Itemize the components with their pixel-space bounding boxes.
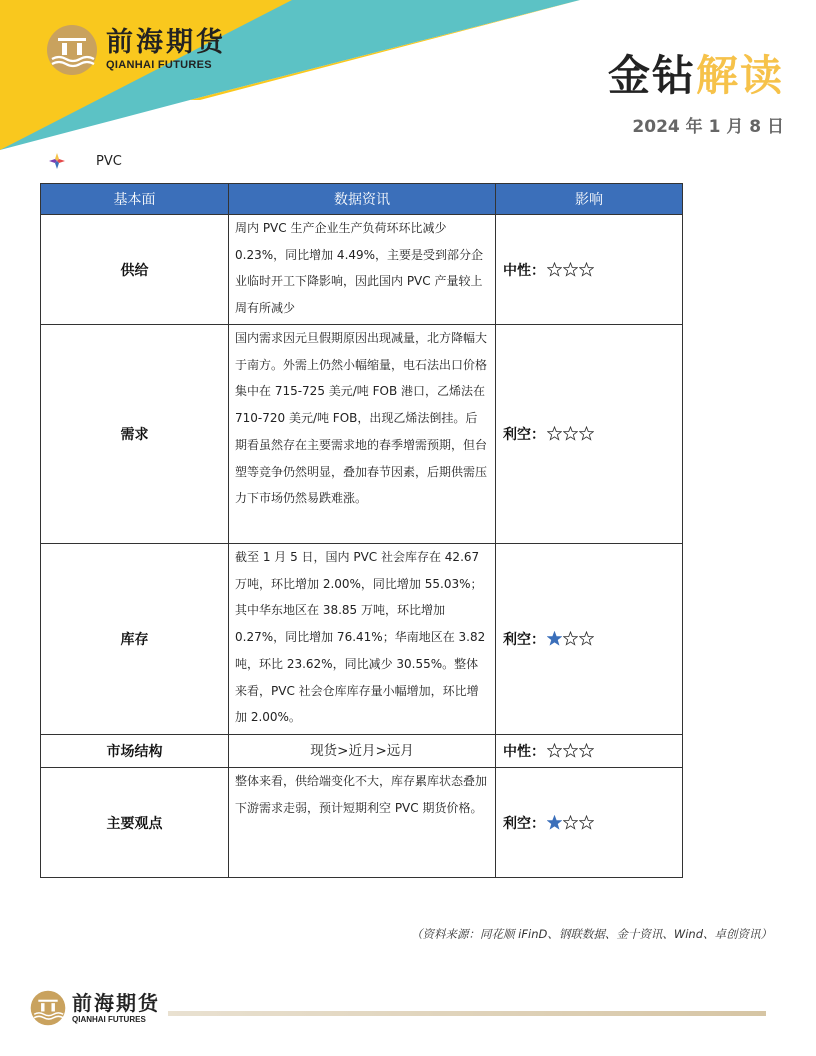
factor-cell: 供给 bbox=[41, 215, 229, 325]
impact-cell bbox=[496, 735, 683, 768]
table-row-main-view bbox=[41, 768, 683, 878]
fundamentals-table bbox=[40, 183, 683, 878]
star-filled-icon bbox=[547, 631, 562, 646]
star-outline-icon bbox=[579, 743, 594, 758]
impact-stars bbox=[547, 743, 595, 758]
star-outline-icon bbox=[563, 631, 578, 646]
table-row-inventory bbox=[41, 544, 683, 735]
star-outline-icon bbox=[563, 815, 578, 830]
impact-cell bbox=[496, 544, 683, 735]
report-date: 2024 年 1 月 8 日 bbox=[632, 117, 784, 137]
table-row-supply bbox=[41, 215, 683, 325]
impact-label: 利空： bbox=[503, 427, 545, 443]
info-cell: 周内 PVC 生产企业生产负荷环环比减少 0.23%，同比增加 4.49%，主要是受到部分企业临时开工下降影响，因此国内 PVC 产量较上周有所减少 bbox=[229, 215, 496, 325]
table-row-demand bbox=[41, 325, 683, 544]
star-outline-icon bbox=[563, 426, 578, 441]
impact-stars bbox=[547, 815, 595, 830]
table-row-market-structure bbox=[41, 735, 683, 768]
footer-divider bbox=[168, 1011, 766, 1016]
brand-logo bbox=[46, 24, 226, 76]
footer-brand-name-en: QIANHAI FUTURES bbox=[72, 1014, 146, 1024]
impact-label: 中性： bbox=[503, 262, 545, 279]
section-label: PVC bbox=[96, 153, 122, 169]
star-outline-icon bbox=[547, 262, 562, 277]
impact-stars bbox=[547, 426, 595, 441]
star-outline-icon bbox=[579, 262, 594, 277]
impact-label: 中性： bbox=[503, 744, 545, 760]
impact-label: 利空： bbox=[503, 632, 545, 648]
impact-cell bbox=[496, 215, 683, 325]
impact-label: 利空： bbox=[503, 815, 545, 832]
footer-brand-name-cn: 前海期货 bbox=[72, 990, 160, 1015]
star-filled-icon bbox=[547, 815, 562, 830]
info-cell: 整体来看，供给端变化不大，库存累库状态叠加下游需求走弱，预计短期利空 PVC 期货价格。 bbox=[229, 768, 496, 878]
header-impact: 影响 bbox=[496, 184, 683, 215]
brand-name-en: QIANHAI FUTURES bbox=[106, 59, 212, 71]
report-title bbox=[608, 50, 784, 102]
impact-stars bbox=[547, 262, 595, 277]
impact-cell bbox=[496, 768, 683, 878]
factor-cell: 市场结构 bbox=[41, 735, 229, 768]
brand-name-cn: 前海期货 bbox=[106, 27, 226, 58]
report-title-part2: 解读 bbox=[695, 51, 784, 100]
info-cell: 现货>近月>远月 bbox=[229, 735, 496, 768]
star-outline-icon bbox=[579, 815, 594, 830]
impact-stars bbox=[547, 631, 595, 646]
qianhai-logo-icon bbox=[30, 990, 66, 1026]
section-heading bbox=[48, 152, 122, 170]
impact-cell bbox=[496, 325, 683, 544]
header-info: 数据资讯 bbox=[229, 184, 496, 215]
qianhai-logo-icon bbox=[46, 24, 98, 76]
source-note: （资料来源：同花顺 iFinD、钢联数据、金十资讯、Wind、卓创资讯） bbox=[411, 927, 772, 941]
factor-cell: 库存 bbox=[41, 544, 229, 735]
factor-cell: 主要观点 bbox=[41, 768, 229, 878]
table-header-row bbox=[41, 184, 683, 215]
star-outline-icon bbox=[547, 743, 562, 758]
info-cell: 国内需求因元旦假期原因出现减量，北方降幅大于南方。外需上仍然小幅缩量，电石法出口价格集中在 715-725 美元/吨 FOB 港口，乙烯法在 710-720 美元/吨 FOB，出现乙烯法倒挂。后期看虽然存在主要需求地的春季增需预期，但台塑等竞争仍然明显，叠加春节因素，后期供需压力下市场仍然易跌难涨。 bbox=[229, 325, 496, 544]
star-outline-icon bbox=[547, 426, 562, 441]
star-outline-icon bbox=[579, 426, 594, 441]
diamond-cross-icon bbox=[48, 152, 66, 170]
footer-logo bbox=[30, 990, 160, 1026]
info-cell: 截至 1 月 5 日，国内 PVC 社会库存在 42.67 万吨，环比增加 2.00%，同比增加 55.03%；其中华东地区在 38.85 万吨，环比增加 0.27%，同比增加 76.41%；华南地区在 3.82 吨，环比 23.62%，同比减少 30.55%。整体来看，PVC 社会仓库库存量小幅增加，环比增加 2.00%。 bbox=[229, 544, 496, 735]
star-outline-icon bbox=[563, 743, 578, 758]
report-title-part1: 金钻 bbox=[607, 51, 696, 100]
header-factor: 基本面 bbox=[41, 184, 229, 215]
factor-cell: 需求 bbox=[41, 325, 229, 544]
star-outline-icon bbox=[563, 262, 578, 277]
star-outline-icon bbox=[579, 631, 594, 646]
